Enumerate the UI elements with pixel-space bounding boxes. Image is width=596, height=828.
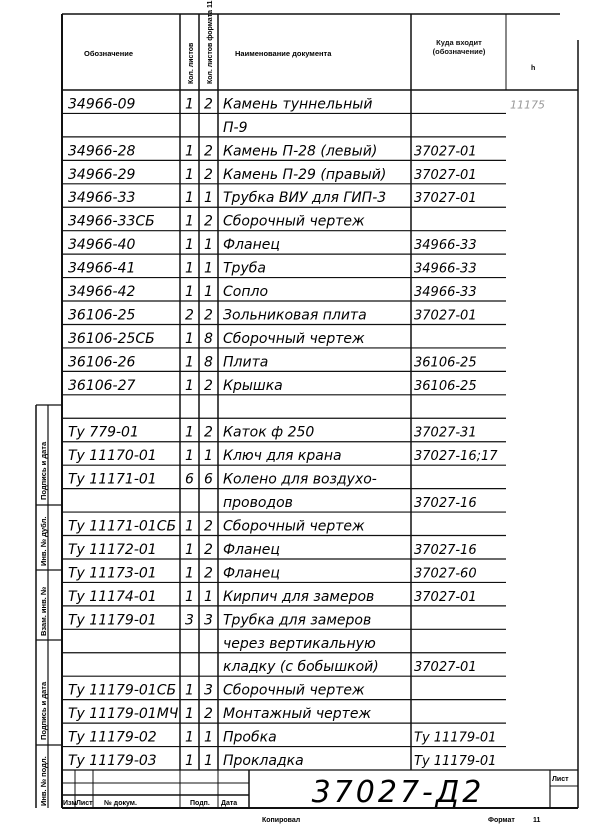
cell-designation: Ту 11179-02	[68, 729, 157, 746]
header-doc-name: Наименование документа	[235, 49, 332, 58]
cell-sheets: 1	[185, 541, 194, 558]
cell-doc-name: Зольниковая плита	[223, 307, 367, 324]
cell-where-used: 37027-01	[414, 589, 477, 605]
cell-sheets: 1	[185, 190, 194, 207]
cell-format-sheets: 1	[204, 448, 213, 465]
cell-sheets: 1	[185, 143, 194, 160]
cell-where-used: 37027-01	[414, 167, 477, 183]
cell-designation: 34966-41	[68, 260, 136, 277]
cell-format-sheets: 1	[204, 588, 213, 605]
cell-format-sheets: 2	[204, 518, 213, 535]
cell-designation: Ту 11171-01СБ	[68, 518, 177, 535]
table-row	[68, 378, 477, 394]
cell-designation: 34966-28	[68, 143, 136, 160]
title-col-sheet: Лист	[76, 800, 93, 807]
cell-sheets: 1	[185, 448, 194, 465]
cell-where-used: 36106-25	[414, 378, 477, 394]
table-row	[68, 284, 477, 300]
cell-note: 11175	[510, 98, 545, 112]
cell-where-used: 37027-16	[414, 496, 477, 512]
cell-format-sheets: 2	[204, 565, 213, 582]
cell-doc-name: Кирпич для замеров	[223, 588, 375, 605]
header-sheets-count: Кол. листов	[188, 42, 195, 84]
cell-doc-name: Колено для воздухо-	[223, 471, 377, 488]
cell-format-sheets: 1	[204, 237, 213, 254]
document-code: 37027-Д2	[311, 775, 485, 810]
table-row	[223, 636, 376, 652]
footer-copied: Копировал	[262, 817, 301, 824]
cell-doc-name: Каток ф 250	[223, 424, 315, 441]
table-row	[68, 542, 477, 558]
cell-doc-name: Камень П-29 (правый)	[223, 166, 387, 183]
side-sign-date-top: Подпись и дата	[39, 441, 48, 500]
cell-where-used: 37027-31	[414, 425, 477, 441]
table-row	[68, 589, 477, 605]
cell-designation: Ту 11179-03	[68, 753, 157, 769]
cell-doc-name: Сборочный чертеж	[223, 213, 365, 230]
table-row	[68, 706, 371, 722]
cell-sheets: 1	[185, 284, 194, 301]
cell-doc-name: Пробка	[223, 729, 277, 746]
title-col-date: Дата	[221, 800, 238, 807]
table-row	[68, 96, 545, 112]
cell-doc-name: Крышка	[223, 377, 283, 394]
cell-where-used: 37027-60	[414, 566, 477, 582]
cell-where-used: 37027-16;17	[414, 449, 498, 465]
cell-designation: Ту 11170-01	[68, 448, 157, 465]
cell-format-sheets: 8	[204, 330, 213, 347]
table-row	[68, 237, 477, 253]
cell-format-sheets: 2	[204, 307, 213, 324]
cell-sheets: 1	[185, 682, 194, 699]
cell-format-sheets: 2	[204, 96, 213, 113]
cell-doc-name: проводов	[223, 495, 293, 512]
table-row	[68, 519, 365, 535]
title-col-change: Изм	[63, 800, 77, 807]
cell-doc-name: через вертикальную	[223, 635, 376, 652]
cell-sheets: 1	[185, 354, 194, 371]
cell-format-sheets: 1	[204, 284, 213, 301]
cell-format-sheets: 2	[204, 377, 213, 394]
title-col-docnum: № докум.	[104, 800, 137, 807]
table-row	[223, 659, 477, 675]
side-sign-date-bottom: Подпись и дата	[39, 681, 48, 740]
cell-format-sheets: 8	[204, 354, 213, 371]
cell-designation: Ту 11174-01	[68, 588, 157, 605]
cell-where-used: 34966-33	[414, 261, 477, 277]
table-row	[68, 307, 477, 323]
cell-doc-name: кладку (с бобышкой)	[223, 659, 379, 676]
cell-doc-name: Трубка ВИУ для ГИП-3	[223, 190, 387, 207]
cell-where-used: 37027-01	[414, 191, 477, 207]
table-row	[68, 261, 477, 277]
cell-format-sheets: 1	[204, 753, 213, 769]
cell-sheets: 1	[185, 166, 194, 183]
cell-designation: Ту 779-01	[68, 424, 139, 441]
table-row	[223, 495, 477, 511]
cell-designation: 34966-33СБ	[68, 213, 155, 230]
footer-format-label: Формат	[488, 817, 515, 824]
cell-doc-name: Сборочный чертеж	[223, 330, 365, 347]
table-rows	[68, 96, 545, 769]
cell-where-used: Ту 11179-01	[414, 754, 497, 769]
cell-designation: Ту 11179-01МЧ	[68, 706, 179, 723]
cell-where-used: 34966-33	[414, 285, 477, 301]
cell-doc-name: Фланец	[223, 541, 280, 558]
table-row	[68, 448, 498, 464]
cell-doc-name: Труба	[223, 260, 266, 277]
cell-doc-name: Монтажный чертеж	[223, 706, 372, 723]
cell-sheets: 1	[185, 377, 194, 394]
cell-doc-name: Камень туннельный	[223, 96, 373, 113]
table-row	[68, 190, 477, 206]
cell-doc-name: П-9	[223, 119, 248, 136]
cell-sheets: 1	[185, 518, 194, 535]
table-row	[68, 167, 477, 183]
cell-format-sheets: 1	[204, 190, 213, 207]
cell-format-sheets: 2	[204, 166, 213, 183]
table-row	[68, 214, 365, 230]
cell-sheets: 1	[185, 237, 194, 254]
cell-format-sheets: 2	[204, 706, 213, 723]
cell-format-sheets: 3	[204, 682, 213, 699]
header-format-sheets: Кол. листов формата 11	[207, 0, 214, 84]
cell-sheets: 2	[185, 307, 194, 324]
cell-designation: 34966-40	[68, 237, 136, 254]
cell-designation: 34966-29	[68, 166, 136, 183]
title-col-sign: Подп.	[190, 800, 210, 807]
cell-designation: Ту 11179-01СБ	[68, 682, 177, 699]
cell-where-used: 37027-01	[414, 144, 477, 160]
cell-sheets: 1	[185, 706, 194, 723]
cell-sheets: 1	[185, 565, 194, 582]
cell-format-sheets: 1	[204, 260, 213, 277]
cell-format-sheets: 2	[204, 424, 213, 441]
table-row	[68, 753, 496, 769]
cell-designation: 36106-25	[68, 307, 136, 324]
cell-where-used: Ту 11179-01	[414, 730, 497, 746]
header-where-used-wrap	[414, 38, 504, 68]
cell-designation: 34966-42	[68, 284, 136, 301]
cell-designation: 36106-25СБ	[68, 330, 155, 347]
cell-sheets: 1	[185, 424, 194, 441]
side-orig-no: Инв. № подл.	[39, 756, 48, 806]
cell-designation: 34966-09	[68, 96, 136, 113]
cell-format-sheets: 6	[204, 471, 213, 488]
side-dup-no: Инв. № дубл.	[39, 516, 48, 566]
cell-sheets: 1	[185, 330, 194, 347]
cell-format-sheets: 2	[204, 541, 213, 558]
cell-designation: 36106-26	[68, 354, 136, 371]
cell-designation: 36106-27	[68, 377, 136, 394]
cell-doc-name: Фланец	[223, 565, 280, 582]
cell-sheets: 1	[185, 588, 194, 605]
table-row	[68, 472, 377, 488]
cell-doc-name: Сборочный чертеж	[223, 682, 365, 699]
cell-sheets: 1	[185, 729, 194, 746]
cell-doc-name: Фланец	[223, 237, 280, 254]
cell-where-used: 37027-01	[414, 660, 477, 676]
cell-sheets: 6	[185, 471, 194, 488]
table-row	[68, 565, 477, 581]
cell-sheets: 1	[185, 96, 194, 113]
cell-where-used: 37027-16	[414, 542, 477, 558]
cell-sheets: 1	[185, 753, 194, 769]
cell-doc-name: Плита	[223, 354, 269, 371]
cell-doc-name: Прокладка	[223, 753, 304, 769]
table-row	[223, 120, 248, 136]
header-designation: Обозначение	[84, 49, 134, 58]
cell-where-used: 34966-33	[414, 238, 477, 254]
cell-doc-name: Камень П-28 (левый)	[223, 143, 378, 160]
cell-doc-name: Ключ для крана	[223, 448, 342, 465]
cell-format-sheets: 2	[204, 143, 213, 160]
cell-format-sheets: 2	[204, 213, 213, 230]
cell-doc-name: Трубка для замеров	[223, 612, 372, 629]
cell-format-sheets: 3	[204, 612, 213, 629]
cell-sheets: 1	[185, 260, 194, 277]
cell-sheets: 1	[185, 213, 194, 230]
table-row	[68, 730, 496, 746]
table-row	[68, 143, 477, 159]
cell-format-sheets: 1	[204, 729, 213, 746]
header-right-margin: h	[531, 65, 536, 72]
cell-designation: Ту 11179-01	[68, 612, 157, 629]
side-swap-inv: Взам. инв. №	[39, 586, 48, 636]
table-row	[68, 331, 365, 347]
cell-designation: Ту 11172-01	[68, 541, 157, 558]
table-row	[68, 354, 477, 370]
cell-doc-name: Сборочный чертеж	[223, 518, 365, 535]
table-row	[68, 425, 477, 441]
table-row	[68, 683, 365, 699]
title-sheet-label: Лист	[552, 776, 569, 783]
cell-doc-name: Сопло	[223, 284, 269, 301]
cell-designation: Ту 11171-01	[68, 471, 157, 488]
cell-where-used: 36106-25	[414, 355, 477, 371]
footer-format-value: 11	[533, 817, 541, 824]
table-row	[68, 612, 371, 628]
cell-designation: Ту 11173-01	[68, 565, 157, 582]
cell-designation: 34966-33	[68, 190, 136, 207]
cell-sheets: 3	[185, 612, 194, 629]
cell-where-used: 37027-01	[414, 308, 477, 324]
header-where-used: Куда входит (обозначение)	[432, 38, 486, 56]
